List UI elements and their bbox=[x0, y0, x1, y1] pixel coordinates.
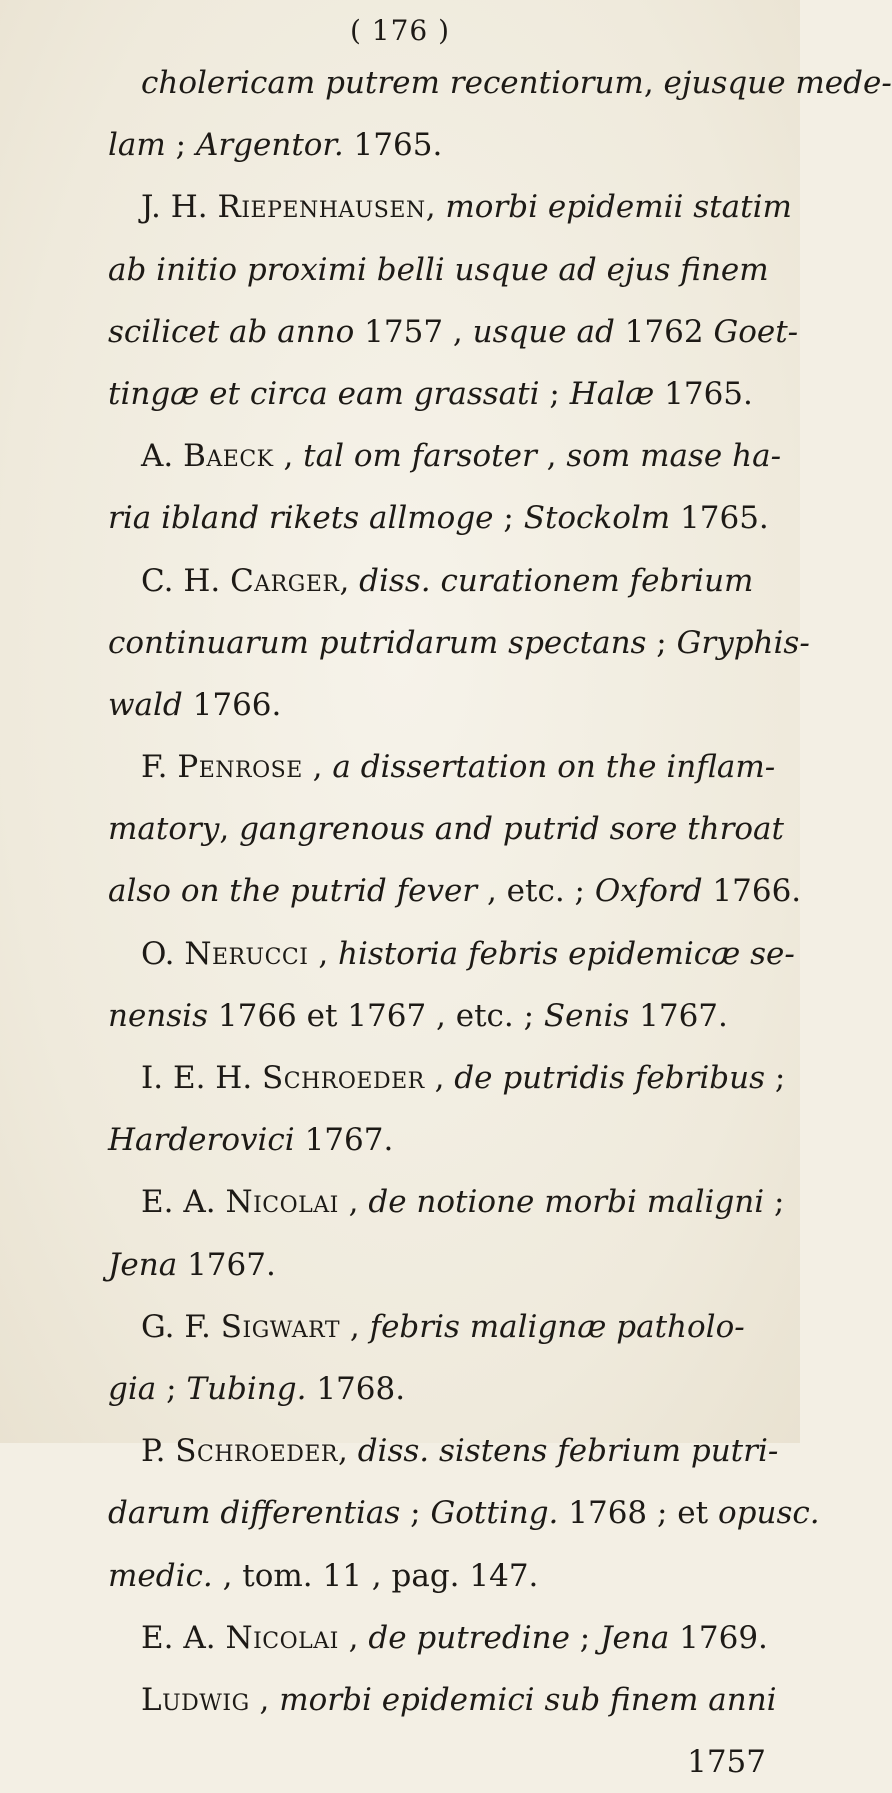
text-run: , bbox=[308, 935, 339, 972]
text-run: 1769. bbox=[669, 1619, 768, 1656]
text-run: scilicet ab anno bbox=[108, 313, 355, 350]
text-run: Carger bbox=[230, 562, 340, 599]
text-run: A. bbox=[141, 438, 184, 475]
text-run: ; bbox=[764, 1184, 785, 1221]
text-run: , bbox=[340, 1308, 370, 1345]
text-run: lam bbox=[108, 127, 166, 164]
text-run: , bbox=[337, 1433, 358, 1470]
text-run: ; bbox=[646, 624, 677, 661]
text-run: E. A. bbox=[141, 1619, 226, 1656]
text-run: ab initio proximi belli usque ad ejus finem bbox=[108, 251, 769, 288]
text-run: 1766 et 1767 , etc. ; bbox=[208, 997, 544, 1034]
bibliography-list bbox=[108, 52, 892, 1793]
text-line-26 bbox=[108, 1607, 784, 1669]
text-run: som mase ha- bbox=[566, 438, 782, 475]
text-run: ejusque mede- bbox=[663, 65, 892, 101]
text-run: nensis bbox=[108, 997, 209, 1034]
text-run: Baeck bbox=[183, 438, 274, 475]
text-line-8 bbox=[108, 487, 784, 549]
text-run: I. E. H. bbox=[141, 1060, 263, 1096]
text-run: historia febris epidemicæ se- bbox=[338, 935, 795, 972]
text-run: Riepenhausen bbox=[217, 189, 426, 226]
text-run: putrem recentiorum bbox=[325, 65, 644, 101]
text-run: , bbox=[249, 1681, 280, 1718]
text-run: , bbox=[302, 749, 333, 786]
text-run: Halæ bbox=[569, 375, 655, 412]
text-run: a dissertation on the inflam- bbox=[332, 749, 776, 786]
catchword: 1757 bbox=[687, 1744, 766, 1781]
text-run: , etc. ; bbox=[477, 873, 595, 910]
text-run: 1757 , bbox=[354, 313, 473, 350]
text-run: E. A. bbox=[141, 1184, 226, 1221]
text-run: 1762 bbox=[614, 313, 714, 350]
text-run: , bbox=[219, 811, 240, 848]
text-run: Stockolm bbox=[523, 500, 671, 537]
text-run: ; bbox=[156, 1370, 187, 1407]
text-line-1 bbox=[108, 52, 892, 114]
text-run: morbi epidemici sub finem anni bbox=[279, 1681, 777, 1718]
text-run: febris malignæ patholo- bbox=[369, 1308, 745, 1345]
text-line-4 bbox=[108, 239, 784, 301]
text-line-17 bbox=[108, 1047, 784, 1109]
text-run: O. bbox=[141, 935, 185, 972]
text-line-10 bbox=[108, 612, 810, 674]
text-run: wald bbox=[108, 686, 183, 723]
text-line-21 bbox=[108, 1296, 784, 1358]
text-run: de putredine bbox=[368, 1619, 570, 1656]
text-run: , bbox=[339, 562, 360, 599]
text-run: Argentor. bbox=[195, 127, 344, 164]
text-run: C. H. bbox=[141, 562, 231, 599]
text-run: Goet- bbox=[713, 313, 799, 350]
text-run: G. F. bbox=[141, 1308, 221, 1345]
text-run: Jena bbox=[600, 1619, 670, 1656]
text-run: ; bbox=[493, 500, 524, 537]
text-run: J. H. bbox=[141, 189, 218, 226]
text-line-7 bbox=[108, 425, 784, 487]
text-run: , tom. 11 , pag. 147. bbox=[212, 1557, 539, 1594]
text-run: morbi epidemii statim bbox=[445, 189, 792, 226]
text-run: gangrenous and putrid sore throat bbox=[239, 811, 784, 848]
text-line-20 bbox=[108, 1234, 784, 1296]
text-line-27 bbox=[108, 1669, 784, 1731]
text-run: , bbox=[338, 1184, 369, 1221]
text-run: Jena bbox=[108, 1246, 178, 1283]
text-line-6 bbox=[108, 363, 784, 425]
text-run: diss. curationem febrium bbox=[359, 562, 754, 599]
text-run: Gryphis- bbox=[676, 624, 810, 661]
text-line-15 bbox=[108, 923, 795, 985]
text-run: F. bbox=[141, 749, 178, 786]
text-run: Schroeder bbox=[175, 1433, 338, 1470]
text-run: 1765. bbox=[343, 127, 443, 164]
text-run: Schroeder bbox=[262, 1060, 425, 1096]
text-line-9 bbox=[108, 550, 784, 612]
text-line-12 bbox=[108, 736, 784, 798]
text-run: continuarum putridarum spectans bbox=[108, 624, 647, 661]
text-run: 1767. bbox=[294, 1122, 394, 1159]
text-run: 1766. bbox=[702, 873, 802, 910]
text-run: tal om farsoter bbox=[303, 438, 537, 475]
text-run: 1766. bbox=[182, 686, 282, 723]
text-run: 1768. bbox=[306, 1370, 406, 1407]
text-run: Oxford bbox=[594, 873, 703, 910]
text-run: diss. sistens febrium putri- bbox=[357, 1433, 779, 1470]
text-run: Tubing. bbox=[186, 1370, 307, 1407]
text-run: also on the putrid fever bbox=[108, 873, 478, 910]
text-run: cholericam bbox=[141, 65, 316, 101]
text-line-25 bbox=[108, 1545, 784, 1607]
text-run: de putridis febribus bbox=[454, 1060, 765, 1096]
text-run: Senis bbox=[543, 997, 630, 1034]
text-run: , bbox=[273, 438, 304, 475]
text-run: Gotting. bbox=[430, 1495, 559, 1532]
text-line-16 bbox=[108, 985, 784, 1047]
text-run: usque ad bbox=[472, 313, 615, 350]
text-run: , bbox=[643, 65, 664, 101]
text-run: opusc. bbox=[717, 1495, 820, 1532]
text-line-23 bbox=[108, 1420, 784, 1482]
text-line-19 bbox=[108, 1171, 784, 1233]
text-run: ; bbox=[165, 127, 196, 164]
text-run: 1765. bbox=[670, 500, 769, 537]
text-run: ; bbox=[539, 375, 570, 412]
text-run: P. bbox=[141, 1433, 176, 1470]
text-run: Nicolai bbox=[225, 1619, 339, 1656]
text-run: Harderovici bbox=[108, 1122, 295, 1159]
text-line-5 bbox=[108, 301, 799, 363]
text-line-13 bbox=[108, 798, 784, 860]
text-run: ria ibland rikets allmoge bbox=[108, 500, 494, 537]
text-run: , bbox=[338, 1619, 369, 1656]
text-run: Nicolai bbox=[225, 1184, 339, 1221]
text-run: , bbox=[425, 189, 446, 226]
text-run: ; bbox=[400, 1495, 431, 1532]
text-run: 1768 ; et bbox=[558, 1495, 718, 1532]
text-run: tingæ et circa eam grassati bbox=[108, 375, 540, 412]
text-run: Ludwig bbox=[141, 1681, 250, 1718]
text-run: gia bbox=[108, 1370, 157, 1407]
text-line-2 bbox=[108, 114, 784, 176]
text-run: de notione morbi maligni bbox=[368, 1184, 765, 1221]
text-line-22 bbox=[108, 1358, 784, 1420]
text-run: ; bbox=[569, 1619, 601, 1656]
text-run: darum differentias bbox=[108, 1495, 401, 1532]
text-run bbox=[315, 65, 325, 101]
text-run: , bbox=[424, 1060, 455, 1096]
page-number: ( 176 ) bbox=[349, 14, 451, 47]
text-run: medic. bbox=[108, 1557, 213, 1594]
text-run: 1767. bbox=[629, 997, 728, 1034]
text-run: Nerucci bbox=[184, 935, 309, 972]
text-line-24 bbox=[108, 1482, 820, 1544]
text-run: Sigwart bbox=[220, 1308, 341, 1345]
text-line-14 bbox=[108, 860, 802, 922]
text-run: 1765. bbox=[654, 375, 753, 412]
text-line-18 bbox=[108, 1109, 784, 1171]
text-line-3 bbox=[108, 176, 792, 238]
text-run: Penrose bbox=[177, 749, 303, 786]
text-run: , bbox=[536, 438, 567, 475]
text-run: 1767. bbox=[177, 1246, 276, 1283]
text-run: ; bbox=[764, 1060, 786, 1096]
text-line-11 bbox=[108, 674, 784, 736]
text-run: matory bbox=[108, 811, 220, 848]
